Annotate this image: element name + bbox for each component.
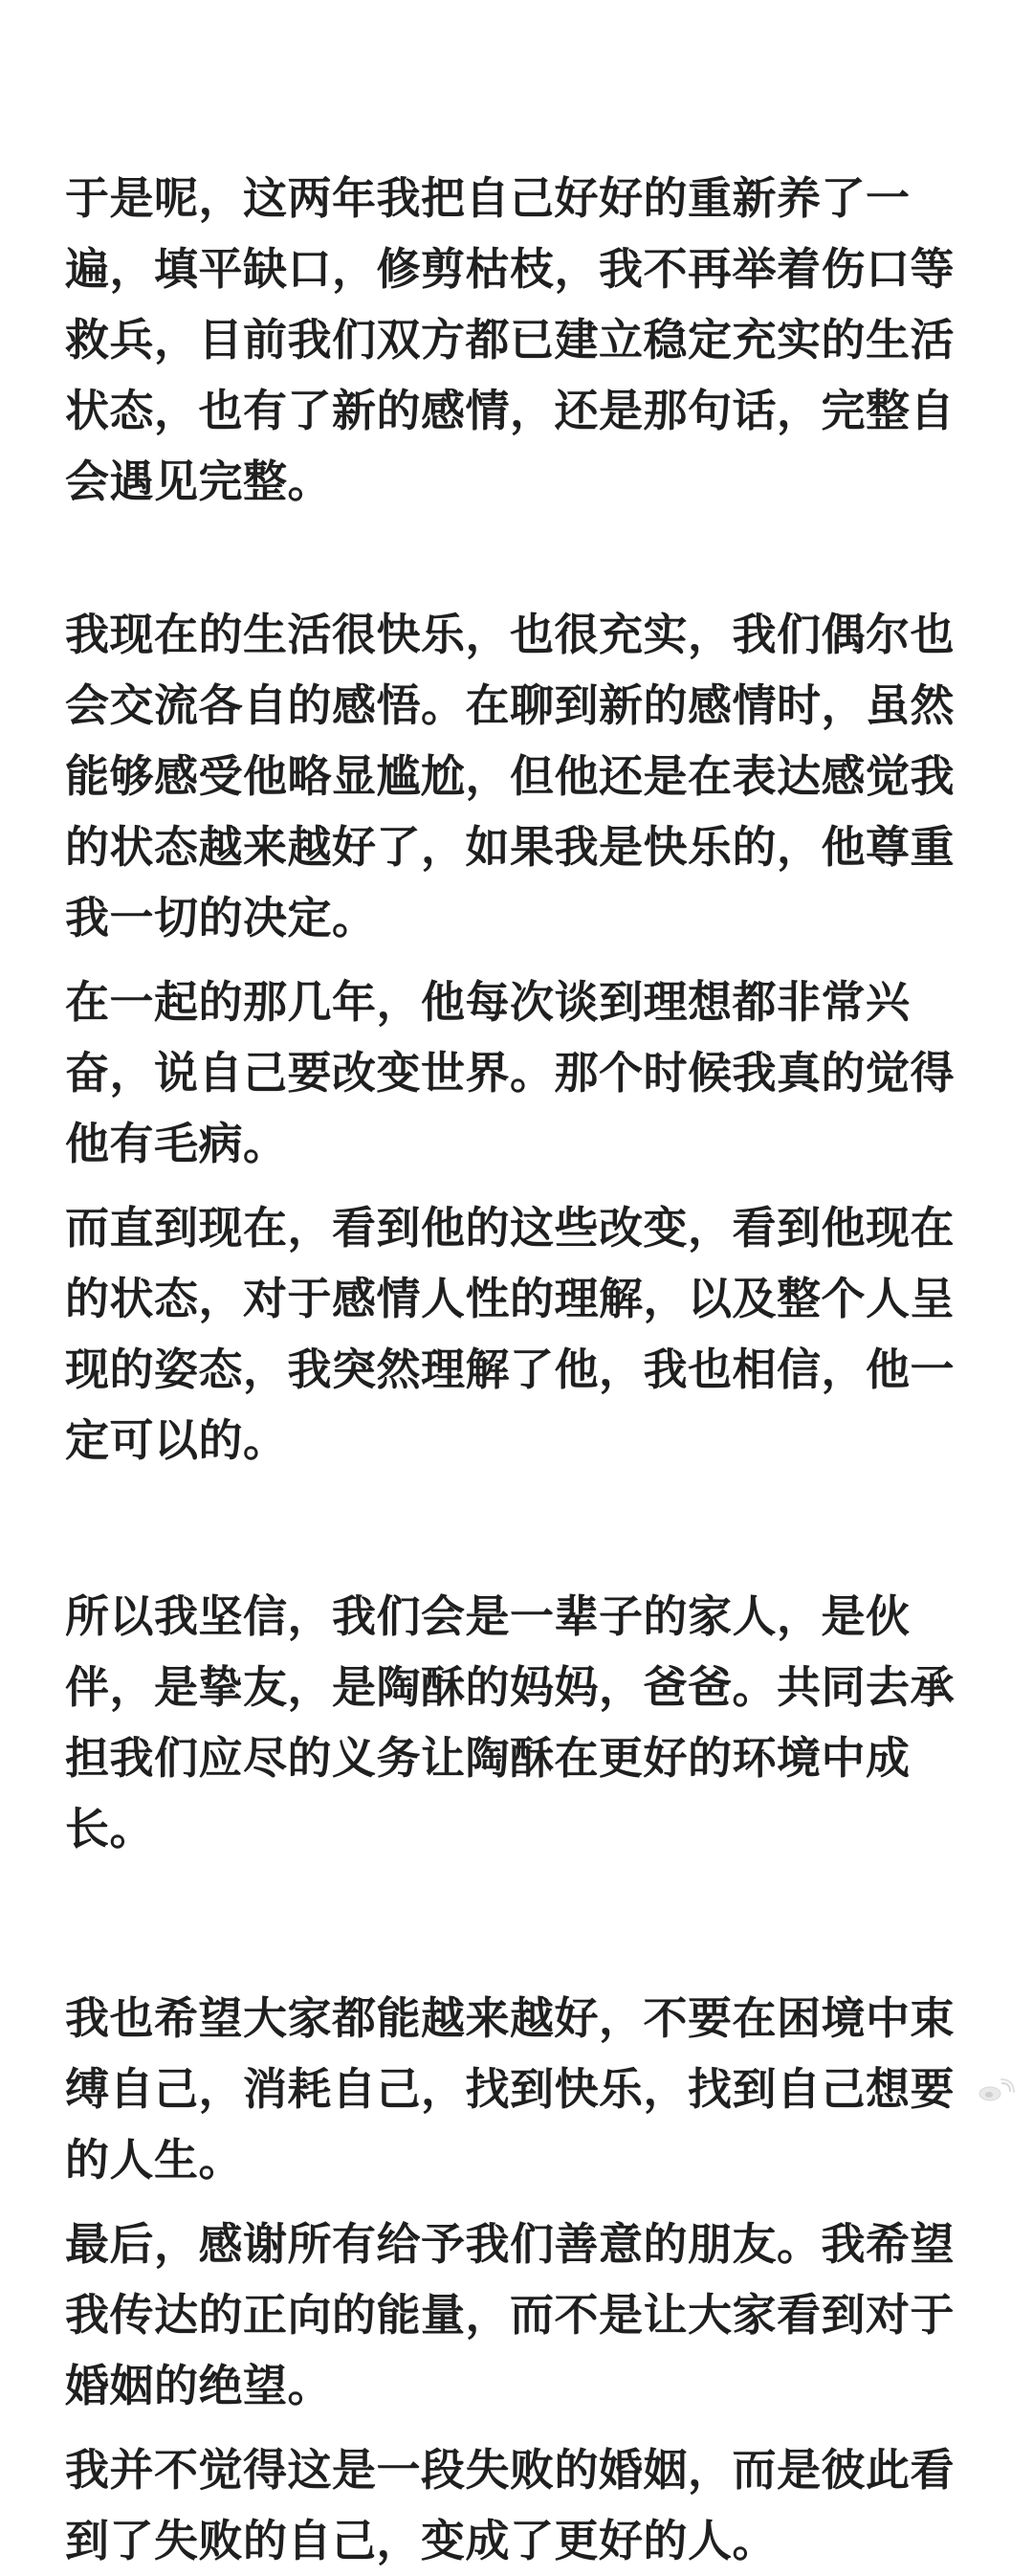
paragraph-6: 我也希望大家都能越来越好，不要在困境中束缚自己，消耗自己，找到快乐，找到自己想要的人生。 (65, 1992, 955, 2186)
paragraph-4: 而直到现在，看到他的这些改变，看到他现在的状态，对于感情人性的理解，以及整个人呈现的姿态，我突然理解了他，我也相信，他一定可以的。 (65, 1202, 955, 1466)
paragraph-1: 于是呢，这两年我把自己好好的重新养了一遍，填平缺口，修剪枯枝，我不再举着伤口等救兵，目前我们双方都已建立稳定充实的生活状态，也有了新的感情，还是那句话，完整自会遇见完整。 (65, 172, 955, 507)
paragraph-8: 我并不觉得这是一段失败的婚姻，而是彼此看到了失败的自己，变成了更好的人。 (65, 2444, 955, 2566)
weibo-logo-icon (976, 2076, 1016, 2103)
paragraph-5: 所以我坚信，我们会是一辈子的家人，是伙伴，是挚友，是陶酥的妈妈，爸爸。共同去承担我们应尽的义务让陶酥在更好的环境中成长。 (65, 1590, 955, 1854)
document-body (65, 163, 974, 2576)
paragraph-2: 我现在的生活很快乐，也很充实，我们偶尔也会交流各自的感悟。在聊到新的感情时，虽然能够感受他略显尴尬，但他还是在表达感觉我的状态越来越好了，如果我是快乐的，他尊重我一切的决定。 (65, 609, 955, 944)
paragraph-3: 在一起的那几年，他每次谈到理想都非常兴奋，说自己要改变世界。那个时候我真的觉得他有毛病。 (65, 976, 955, 1169)
paragraph-7: 最后，感谢所有给予我们善意的朋友。我希望我传达的正向的能量，而不是让大家看到对于婚姻的绝望。 (65, 2218, 955, 2411)
